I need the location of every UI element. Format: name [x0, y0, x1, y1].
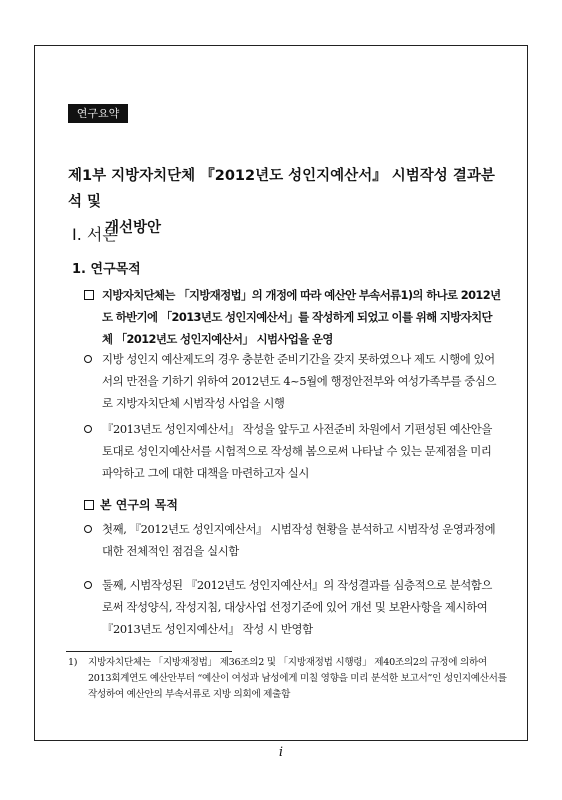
bullet-paragraph-4 — [84, 574, 502, 640]
footnote — [68, 655, 508, 703]
bullet-paragraph-3 — [84, 518, 502, 562]
bullet-paragraph-1-text: 지방 성인지 예산제도의 경우 충분한 준비기간을 갖지 못하였으나 제도 시행에 있어서의 만전을 기하기 위하여 2012년도 4~5월에 행정안전부와 여성가족부를 중심으로 지방자치단체 시범작성 사업을 시행 — [102, 352, 497, 410]
section-heading: Ⅰ. 서론 — [72, 225, 118, 244]
bullet-paragraph-1 — [84, 348, 502, 414]
bullet-paragraph-2 — [84, 418, 502, 484]
box-paragraph-1 — [84, 284, 502, 350]
square-bullet-icon — [84, 500, 94, 510]
circle-bullet-icon — [84, 574, 92, 596]
bullet-paragraph-4-text: 둘째, 시범작성된 『2012년도 성인지예산서』의 작성결과를 심층적으로 분석함으로써 작성양식, 작성지침, 대상사업 선정기준에 있어 개선 및 보완사항을 제시하여 『2013년도 성인지예산서』 작성 시 반영함 — [102, 578, 493, 636]
box-heading-purpose-text: 본 연구의 목적 — [100, 498, 178, 512]
circle-bullet-icon — [84, 348, 92, 370]
box-heading-purpose — [84, 496, 178, 513]
part-title-line1: 제1부 지방자치단체 『2012년도 성인지예산서』 시범작성 결과분석 및 — [68, 168, 495, 210]
bullet-paragraph-2-text: 『2013년도 성인지예산서』 작성을 앞두고 사전준비 차원에서 기편성된 예산안을 토대로 성인지예산서를 시험적으로 작성해 봄으로써 나타날 수 있는 문제점을 미리 파악하고 그에 대한 대책을 마련하고자 실시 — [102, 422, 493, 480]
page-number: i — [278, 745, 284, 760]
bullet-paragraph-3-text: 첫째, 『2012년도 성인지예산서』 시범작성 현황을 분석하고 시범작성 운영과정에 대한 전체적인 점검을 실시함 — [102, 522, 496, 558]
footnote-text: 지방자치단체는 「지방재정법」 제36조의2 및 「지방재정법 시행령」 제40조의2의 규정에 의하여 2013회계연도 예산안부터 “예산이 여성과 남성에게 미칠 영향을 미리 분석한 보고서”인 성인지예산서를 작성하여 예산안의 부속서류로 지방 의회에 제출함 — [88, 657, 507, 700]
box-paragraph-1-text: 지방자치단체는 「지방재정법」의 개정에 따라 예산안 부속서류1)의 하나로 2012년도 하반기에 「2013년도 성인지예산서」를 작성하게 되었고 이를 위해 지방자치단체 「2012년도 성인지예산서」 시범사업을 운영 — [102, 288, 501, 346]
circle-bullet-icon — [84, 518, 92, 540]
part-title-line2: 개선방안 — [105, 220, 162, 236]
section-badge: 연구요약 — [68, 104, 128, 123]
footnote-divider — [66, 651, 232, 652]
footnote-number: 1) — [68, 657, 78, 668]
square-bullet-icon — [84, 284, 94, 307]
circle-bullet-icon — [84, 418, 92, 440]
part-title — [68, 163, 508, 241]
subsection-heading: 1. 연구목적 — [72, 262, 141, 277]
